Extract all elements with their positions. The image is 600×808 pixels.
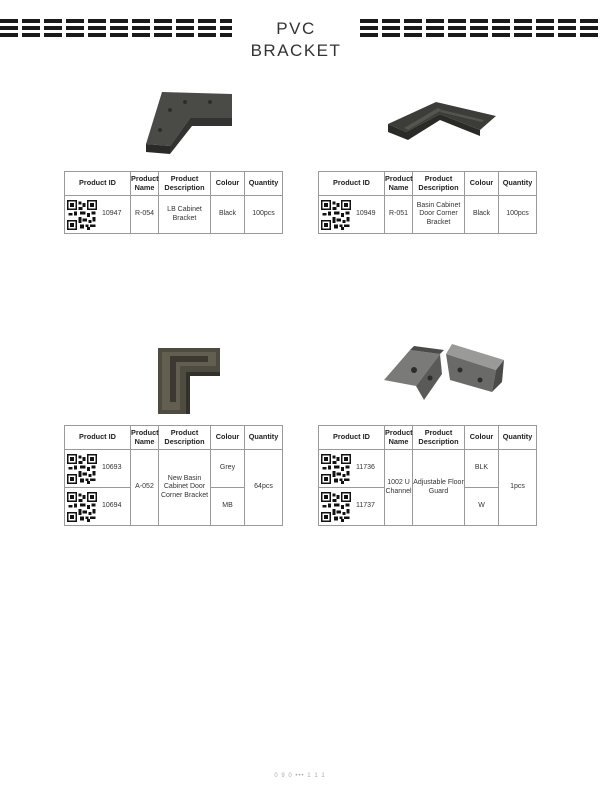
- qr-code-icon: [67, 492, 97, 522]
- product-id: 11736: [356, 464, 375, 472]
- col-header-product-name: Product Name: [385, 426, 413, 450]
- table-row: [319, 196, 537, 234]
- product-colour: MB: [211, 488, 245, 526]
- table-header-row: [319, 172, 537, 196]
- col-header-product-name: Product Name: [131, 172, 159, 196]
- product-name: A-052: [131, 450, 159, 526]
- product-id: 10693: [102, 464, 122, 472]
- header-dash-lines-right: [360, 19, 600, 38]
- basin-cabinet-door-corner-bracket-image: [150, 342, 226, 416]
- table-row: [65, 196, 283, 234]
- product-quantity: 100pcs: [499, 196, 537, 234]
- l-shaped-bracket-image: [140, 88, 240, 156]
- col-header-quantity: Quantity: [245, 426, 283, 450]
- table-header-row: [65, 172, 283, 196]
- col-header-product-name: Product Name: [131, 426, 159, 450]
- col-header-product-id: Product ID: [65, 172, 131, 196]
- page-footer: 0 9 0 ••• 1 1 1: [274, 773, 326, 779]
- col-header-product-description: Product Description: [413, 426, 465, 450]
- table-row: [65, 450, 283, 488]
- qr-code-icon: [321, 454, 351, 484]
- col-header-product-description: Product Description: [413, 172, 465, 196]
- product-colour: Black: [465, 196, 499, 234]
- col-header-product-description: Product Description: [159, 426, 211, 450]
- product-id-cell: [65, 196, 131, 234]
- product-name: R-054: [131, 196, 159, 234]
- product-quantity: 64pcs: [245, 450, 283, 526]
- col-header-product-description: Product Description: [159, 172, 211, 196]
- col-header-product-name: Product Name: [385, 172, 413, 196]
- table-row: [319, 450, 537, 488]
- col-header-quantity: Quantity: [499, 172, 537, 196]
- product-id-cell: [319, 196, 385, 234]
- product-colour: Grey: [211, 450, 245, 488]
- product-colour: Black: [211, 196, 245, 234]
- col-header-colour: Colour: [465, 426, 499, 450]
- product-id: 10949: [356, 210, 376, 218]
- product-description: Basin Cabinet Door Corner Bracket: [413, 196, 465, 234]
- qr-code-icon: [67, 454, 97, 484]
- product-table-4: [318, 425, 537, 526]
- qr-code-icon: [321, 200, 351, 230]
- product-colour: W: [465, 488, 499, 526]
- product-quantity: 100pcs: [245, 196, 283, 234]
- col-header-product-id: Product ID: [319, 172, 385, 196]
- qr-code-icon: [67, 200, 97, 230]
- qr-code-icon: [321, 492, 351, 522]
- col-header-colour: Colour: [465, 172, 499, 196]
- basin-cabinet-corner-bracket-image: [384, 96, 500, 144]
- product-table-1: [64, 171, 283, 234]
- col-header-quantity: Quantity: [245, 172, 283, 196]
- product-name: R-051: [385, 196, 413, 234]
- product-table-3: [64, 425, 283, 526]
- product-colour: BLK: [465, 450, 499, 488]
- page-header: [0, 18, 600, 60]
- floor-guard-channel-image: [380, 340, 506, 402]
- product-id: 10947: [102, 210, 122, 218]
- col-header-colour: Colour: [211, 172, 245, 196]
- product-description: New Basin Cabinet Door Corner Bracket: [159, 450, 211, 526]
- product-quantity: 1pcs: [499, 450, 537, 526]
- col-header-product-id: Product ID: [319, 426, 385, 450]
- product-id-cell: [319, 488, 385, 526]
- product-description: Adjustable Floor Guard: [413, 450, 465, 526]
- product-id-cell: [65, 450, 131, 488]
- product-id-cell: [65, 488, 131, 526]
- product-id: 10694: [102, 502, 122, 510]
- table-header-row: [65, 426, 283, 450]
- col-header-product-id: Product ID: [65, 426, 131, 450]
- table-header-row: [319, 426, 537, 450]
- col-header-quantity: Quantity: [499, 426, 537, 450]
- product-description: LB Cabinet Bracket: [159, 196, 211, 234]
- col-header-colour: Colour: [211, 426, 245, 450]
- product-id-cell: [319, 450, 385, 488]
- product-table-2: [318, 171, 537, 234]
- product-id: 11737: [356, 502, 375, 510]
- product-name: 1002 U Channel: [385, 450, 413, 526]
- page-title: PVC BRACKET: [250, 19, 342, 60]
- header-dash-lines-left: [0, 19, 232, 38]
